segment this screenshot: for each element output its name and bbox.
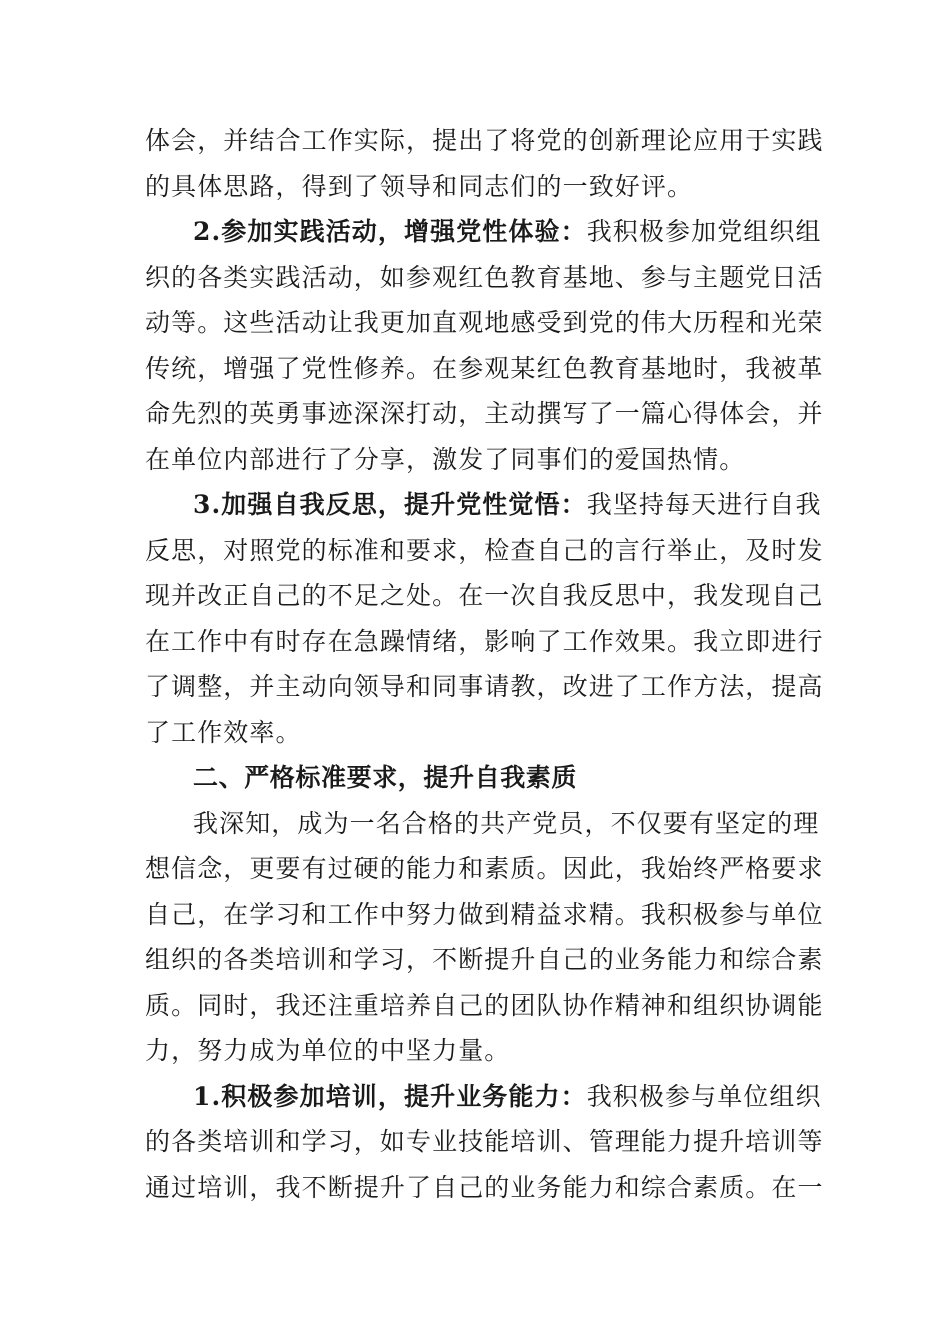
body-line: 现并改正自己的不足之处。在一次自我反思中，我发现自己 [145,581,824,610]
paragraph-start: 我深知，成为一名合格的共产党员，不仅要有坚定的理 [193,808,820,838]
body-line: 想信念，更要有过硬的能力和素质。因此，我始终严格要求 [145,854,824,883]
body-line: 了工作效率。 [145,717,302,747]
body-line: 力，努力成为单位的中坚力量。 [145,1036,511,1065]
body-line: 在单位内部进行了分享，激发了同事们的爱国热情。 [145,444,746,474]
body-line: 动等。这些活动让我更加直观地感受到党的伟大历程和光荣 [145,308,824,337]
body-line: 质。同时，我还注重培养自己的团队协作精神和组织协调能 [145,990,824,1020]
body-line: 了调整，并主动向领导和同事请教，改进了工作方法，提高 [145,672,824,701]
body-line: 的各类培训和学习，如专业技能培训、管理能力提升培训等 [145,1127,824,1156]
list-item-2 [145,209,822,255]
body-line: 体会，并结合工作实际，提出了将党的创新理论应用于实践 [145,126,824,155]
body-line: 织的各类实践活动，如参观红色教育基地、参与主题党日活 [145,262,824,292]
section-heading: 二、严格标准要求，提升自我素质 [193,763,578,792]
list-item-text: 我积极参加党组织组 [586,217,822,246]
list-item-3 [145,482,822,528]
list-item-1 [145,1074,822,1120]
list-item-lead: 1.积极参加培训，提升业务能力： [193,1081,587,1111]
body-line: 反思，对照党的标准和要求，检查自己的言行举止，及时发 [145,535,824,565]
body-line: 的具体思路，得到了领导和同志们的一致好评。 [145,171,694,201]
list-item-text: 我坚持每天进行自我 [586,490,822,519]
body-line: 自己，在学习和工作中努力做到精益求精。我积极参与单位 [145,899,824,929]
document-body [145,118,824,1210]
list-item-lead: 3.加强自我反思，提升党性觉悟： [193,490,587,519]
list-item-lead: 2.参加实践活动，增强党性体验： [193,217,587,246]
body-line: 在工作中有时存在急躁情绪，影响了工作效果。我立即进行 [145,626,824,656]
body-line: 命先烈的英勇事迹深深打动，主动撰写了一篇心得体会，并 [145,399,824,428]
body-line: 通过培训，我不断提升了自己的业务能力和综合素质。在一 [145,1172,824,1202]
body-line: 传统，增强了党性修养。在参观某红色教育基地时，我被革 [145,353,824,383]
list-item-text: 我积极参与单位组织 [586,1081,822,1111]
body-line: 组织的各类培训和学习，不断提升自己的业务能力和综合素 [145,945,824,974]
